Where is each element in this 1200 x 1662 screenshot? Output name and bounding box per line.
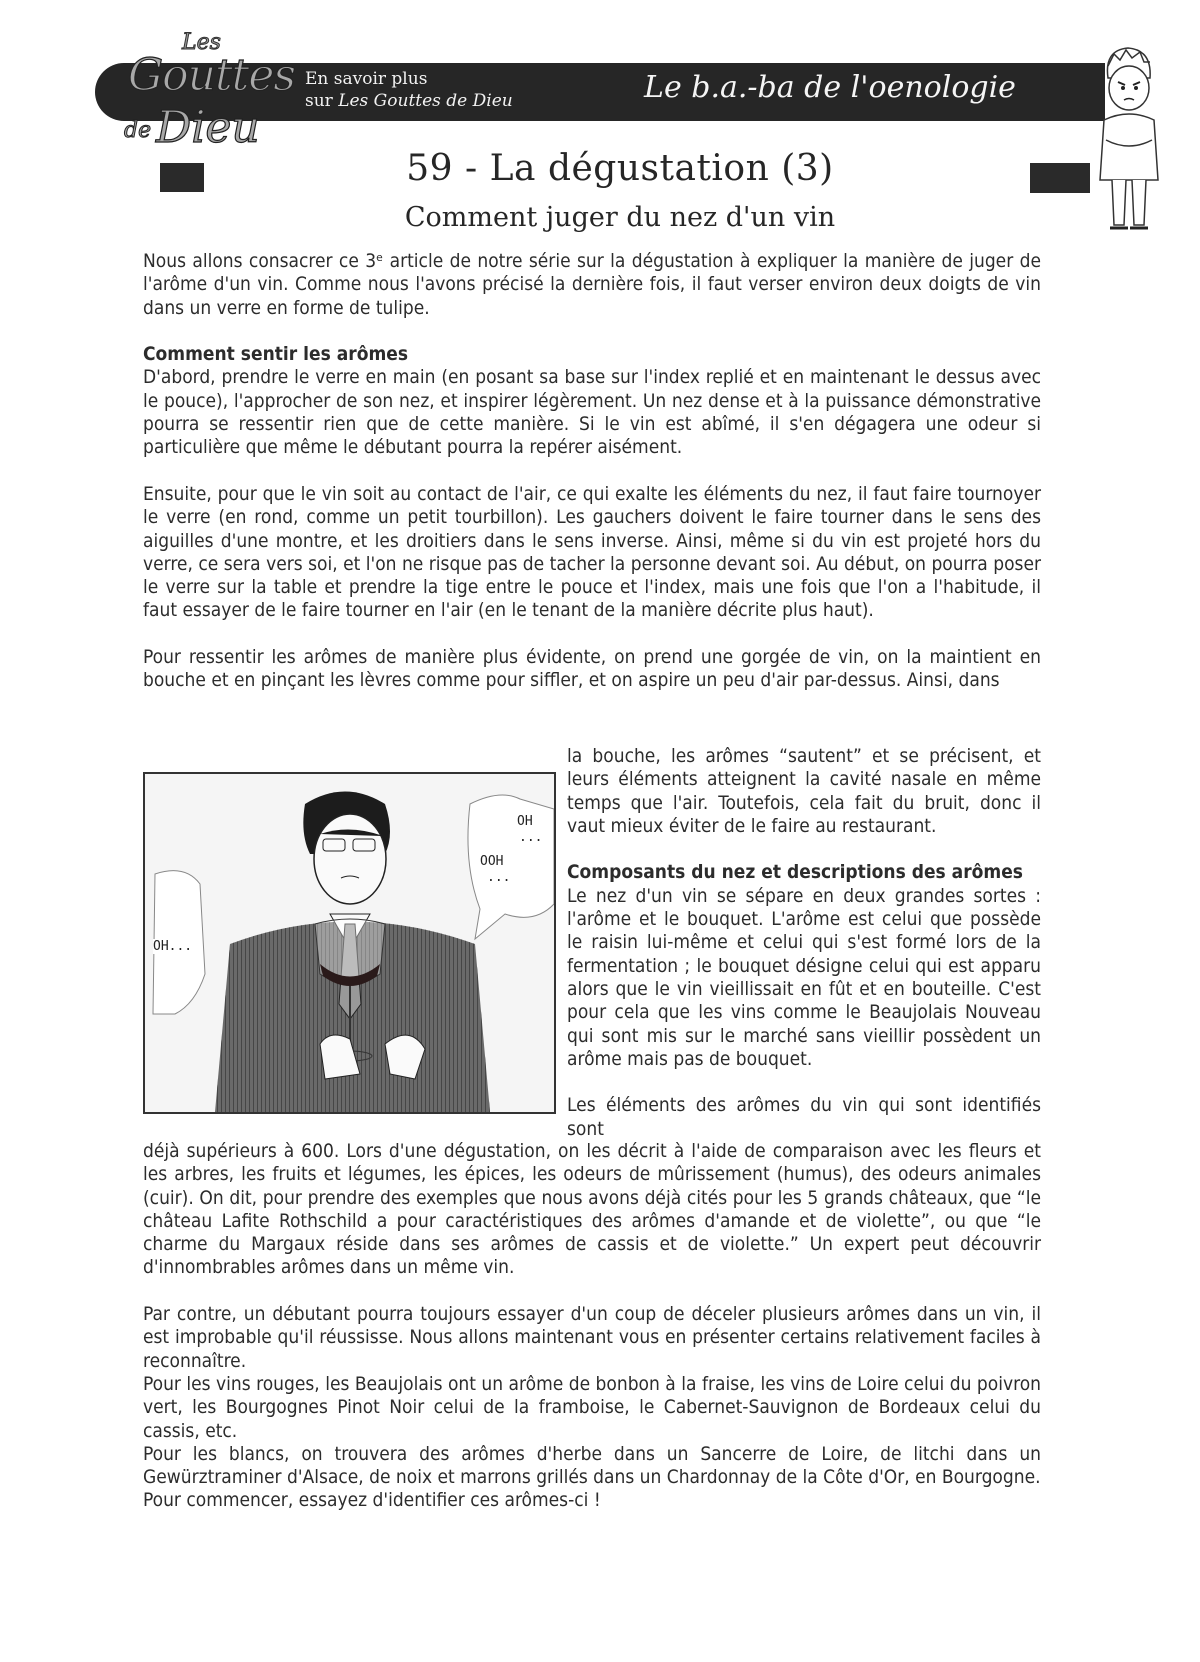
paragraph: Par contre, un débutant pourra toujours essayer d'un coup de déceler plusieurs arômes dans un vin, il est improbable qu'il réussisse. Nous allons maintenant vous en présenter certains relativement faciles à reconnaître.	[143, 1303, 1041, 1372]
paragraph: Pour ressentir les arômes de manière plus évidente, on prend une gorgée de vin, on la maintient en bouche et en pinçant les lèvres comme pour siffler, et on aspire un peu d'air par-dessus. Ainsi, dans	[143, 646, 1041, 692]
paragraph: D'abord, prendre le verre en main (en posant sa base sur l'index replié et en maintenant le dessus avec le pouce), l'approcher de son nez, et inspirer légèrement. Un nez dense et à la puissance démonstrative pourra se ressentir rien que de cette manière. Si le vin est abîmé, il s'en dégagera une odeur si particulière que même le débutant pourra la repérer aisément.	[143, 366, 1041, 459]
paragraph: Pour commencer, essayez d'identifier ces arômes-ci !	[143, 1489, 601, 1512]
speech-bubble-right-2b: ...	[487, 870, 511, 885]
manga-panel-illustration	[143, 772, 556, 1114]
logo-dieu: Dieu	[156, 102, 260, 153]
series-logo	[120, 30, 295, 160]
intro-paragraph: Nous allons consacrer ce 3ᵉ article de notre série sur la dégustation à expliquer la manière de juger de l'arôme d'un vin. Comme nous l'avons précisé la dernière fois, il faut verser environ deux doigts de vin dans un verre en forme de tulipe.	[143, 250, 1041, 319]
section-heading-sentir: Comment sentir les arômes	[143, 343, 409, 366]
paragraph-continued: la bouche, les arômes “sautent” et se précisent, et leurs éléments atteignent la cavité nasale en même temps que l'air. Toutefois, cela fait du bruit, donc il vaut mieux éviter de le faire au restaurant.	[567, 745, 1041, 837]
paragraph-continued: déjà supérieurs à 600. Lors d'une dégustation, on les décrit à l'aide de comparaison avec les fleurs et les arbres, les fruits et légumes, les épices, les odeurs de mûrissement (humus), des odeurs animales (cuir). On dit, pour prendre des exemples que nous avons déjà cités pour les 5 grands châteaux, que “le château Lafite Rothschild a pour caractéristiques des arômes d'amande et de violette”, ou que “le charme du Margaux réside dans ses arômes de cassis et de violette.” Un expert peut découvrir d'innombrables arômes dans un même vin.	[143, 1140, 1041, 1279]
article-body-right-column	[567, 745, 1041, 1141]
banner-subline-1: En savoir plus	[305, 69, 428, 89]
logo-les: Les	[182, 30, 221, 55]
column-title: Le b.a.-ba de l'oenologie	[644, 70, 1016, 105]
speech-bubble-left: OH...	[153, 939, 193, 954]
article-body-top	[143, 250, 1041, 693]
paragraph-start: Les éléments des arômes du vin qui sont identifiés sont	[567, 1094, 1041, 1140]
article-subtitle: Comment juger du nez d'un vin	[404, 202, 836, 233]
banner-subline-2-italic: Les Gouttes de Dieu	[338, 91, 513, 111]
logo-gouttes: Gouttes	[128, 50, 295, 101]
banner-subtitle	[305, 68, 513, 112]
sommelier-illustration-icon	[145, 774, 554, 1112]
logo-de: de	[124, 118, 152, 143]
speech-bubble-right-2: OOH	[480, 854, 504, 869]
article-body-bottom	[143, 1140, 1041, 1513]
paragraph: Pour les vins rouges, les Beaujolais ont un arôme de bonbon à la fraise, les vins de Loire celui du poivron vert, les Bourgognes Pinot Noir celui de la framboise, le Cabernet-Sauvignon de Bordeaux celui du cassis, etc.	[143, 1372, 1041, 1442]
banner-subline-2-prefix: sur	[305, 91, 339, 111]
article-title: 59 - La dégustation (3)	[406, 148, 834, 189]
speech-bubble-right-1b: ...	[519, 830, 543, 845]
paragraph: Ensuite, pour que le vin soit au contact de l'air, ce qui exalte les éléments du nez, il faut faire tournoyer le verre (en rond, comme un petit tourbillon). Les gauchers doivent le faire tourner dans le sens des aiguilles d'une montre, et les droitiers dans le sens inverse. Ainsi, même si du vin est projeté hors du verre, ce sera vers soi, et l'on ne risque pas de tacher la personne devant soi. Au début, on pourra poser le verre sur la table et prendre la tige entre le pouce et l'index, mais une fois que l'on a l'habitude, il faut essayer de le faire tourner en l'air (en le tenant de la manière décrite plus haut).	[143, 482, 1041, 622]
speech-bubble-right-1: OH	[517, 814, 533, 829]
paragraph: Pour les blancs, on trouvera des arômes d'herbe dans un Sancerre de Loire, de litchi dans un Gewürztraminer d'Alsace, de noix et marrons grillés dans un Chardonnay de la Côte d'Or, en Bourgogne.	[143, 1442, 1041, 1489]
section-heading-composants: Composants du nez et descriptions des arômes	[567, 861, 1023, 884]
banner-subline-2	[305, 90, 513, 112]
paragraph: Le nez d'un vin se sépare en deux grandes sortes : l'arôme et le bouquet. L'arôme est celui que possède le raisin lui-même et celui qui s'est formé lors de la fermentation ; le bouquet désigne celui qui est apparu alors que le vin vieillissait en fût et en bouteille. C'est pour cela que les vins comme le Beaujolais Nouveau qui sont mis sur le marché sans vieillir possèdent un arôme mais pas de bouquet.	[567, 884, 1041, 1070]
